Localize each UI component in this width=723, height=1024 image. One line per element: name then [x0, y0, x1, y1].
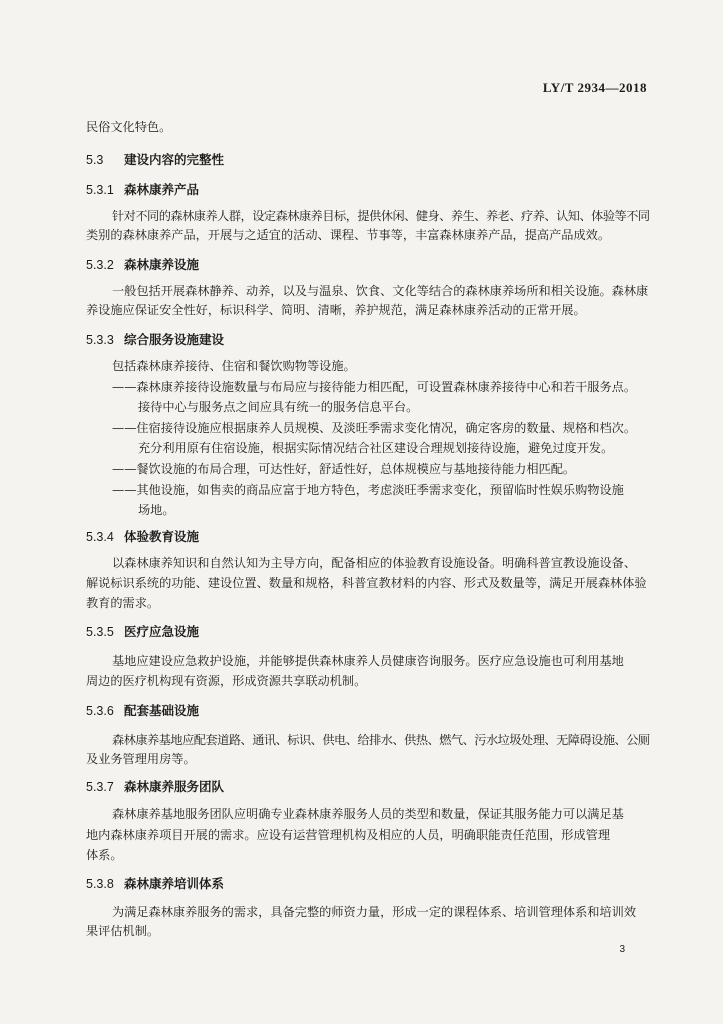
- paragraph-line: 森林康养基地应配套道路、通讯、标识、供电、给排水、供热、燃气、污水垃圾处理、无障碍设施、公厕: [112, 733, 650, 747]
- paragraph-line: 养设施应保证安全性好，标识科学、简明、清晰，养护规范，满足森林康养活动的正常开展。: [86, 303, 586, 317]
- section-heading-5-3: [86, 150, 224, 168]
- section-title: 建设内容的完整性: [124, 152, 225, 167]
- paragraph-line: 及业务管理用房等。: [86, 752, 196, 766]
- paragraph-line: 森林康养基地服务团队应明确专业森林康养服务人员的类型和数量，保证其服务能力可以满足基: [112, 807, 624, 821]
- section-number: 5.3.1: [86, 183, 114, 197]
- section-title: 森林康养服务团队: [124, 779, 225, 794]
- section-number: 5.3.7: [86, 780, 114, 794]
- document-number: LY/T 2934—2018: [542, 80, 647, 95]
- section-title: 体验教育设施: [124, 529, 200, 544]
- section-number: 5.3.4: [86, 530, 114, 544]
- section-number: 5.3.6: [86, 704, 114, 718]
- list-item: ——餐饮设施的布局合理，可达性好，舒适性好，总体规模应与基地接待能力相匹配。: [112, 462, 576, 476]
- section-heading-5-3-8: [86, 874, 224, 892]
- paragraph-line: 周边的医疗机构现有资源，形成资源共享联动机制。: [86, 674, 367, 688]
- section-title: 森林康养培训体系: [124, 876, 225, 891]
- list-item-continuation: 充分利用原有住宿设施，根据实际情况结合社区建设合理规划接待设施，避免过度开发。: [138, 441, 614, 455]
- paragraph-line: 解说标识系统的功能、建设位置、数量和规格，科普宣教材料的内容、形式及数量等，满足开展森林体验: [86, 576, 647, 590]
- paragraph-line: 包括森林康养接待、住宿和餐饮购物等设施。: [112, 359, 356, 373]
- section-heading-5-3-4: [86, 527, 199, 545]
- list-item-continuation: 接待中心与服务点之间应具有统一的服务信息平台。: [138, 400, 419, 414]
- section-title: 综合服务设施建设: [124, 332, 225, 347]
- paragraph-line: 教育的需求。: [86, 596, 160, 610]
- section-number: 5.3.3: [86, 333, 114, 347]
- section-number: 5.3.2: [86, 258, 114, 272]
- section-title: 森林康养产品: [124, 182, 200, 197]
- section-heading-5-3-7: [86, 777, 224, 795]
- list-item: ——森林康养接待设施数量与布局应与接待能力相匹配，可设置森林康养接待中心和若干服务点。: [112, 380, 637, 394]
- section-heading-5-3-3: [86, 330, 224, 348]
- paragraph-line: 为满足森林康养服务的需求，具备完整的师资力量，形成一定的课程体系、培训管理体系和培训效: [112, 905, 637, 919]
- section-heading-5-3-1: [86, 180, 199, 198]
- section-title: 森林康养设施: [124, 257, 200, 272]
- section-number: 5.3.5: [86, 625, 114, 639]
- list-item: ——其他设施，如售卖的商品应富于地方特色，考虑淡旺季需求变化，预留临时性娱乐购物设施: [112, 483, 624, 497]
- paragraph-line: 基地应建设应急救护设施，并能够提供森林康养人员健康咨询服务。医疗应急设施也可利用基地: [112, 654, 624, 668]
- section-heading-5-3-5: [86, 622, 199, 640]
- section-number: 5.3: [86, 153, 104, 167]
- paragraph-line: 以森林康养知识和自然认知为主导方向，配备相应的体验教育设施设备。明确科普宣教设施设备、: [112, 556, 637, 570]
- page-number: 3: [619, 944, 625, 955]
- list-item-continuation: 场地。: [138, 503, 175, 517]
- section-heading-5-3-6: [86, 701, 199, 719]
- section-number: 5.3.8: [86, 877, 114, 891]
- paragraph-line: 针对不同的森林康养人群，设定森林康养目标，提供休闲、健身、养生、养老、疗养、认知、体验等不同: [112, 209, 650, 223]
- paragraph-line: 类别的森林康养产品，开展与之适宜的活动、课程、节事等，丰富森林康养产品，提高产品成效。: [86, 228, 611, 242]
- section-heading-5-3-2: [86, 255, 199, 273]
- paragraph-line: 一般包括开展森林静养、动养，以及与温泉、饮食、文化等结合的森林康养场所和相关设施。森林康: [112, 284, 649, 298]
- paragraph-line: 体系。: [86, 848, 123, 862]
- section-title: 配套基础设施: [124, 703, 200, 718]
- list-item: ——住宿接待设施应根据康养人员规模、及淡旺季需求变化情况，确定客房的数量、规格和档次。: [112, 421, 637, 435]
- section-title: 医疗应急设施: [124, 624, 200, 639]
- paragraph-line: 果评估机制。: [86, 924, 160, 938]
- intro-line: 民俗文化特色。: [86, 120, 172, 134]
- paragraph-line: 地内森林康养项目开展的需求。应设有运营管理机构及相应的人员，明确职能责任范围，形成管理: [86, 828, 611, 842]
